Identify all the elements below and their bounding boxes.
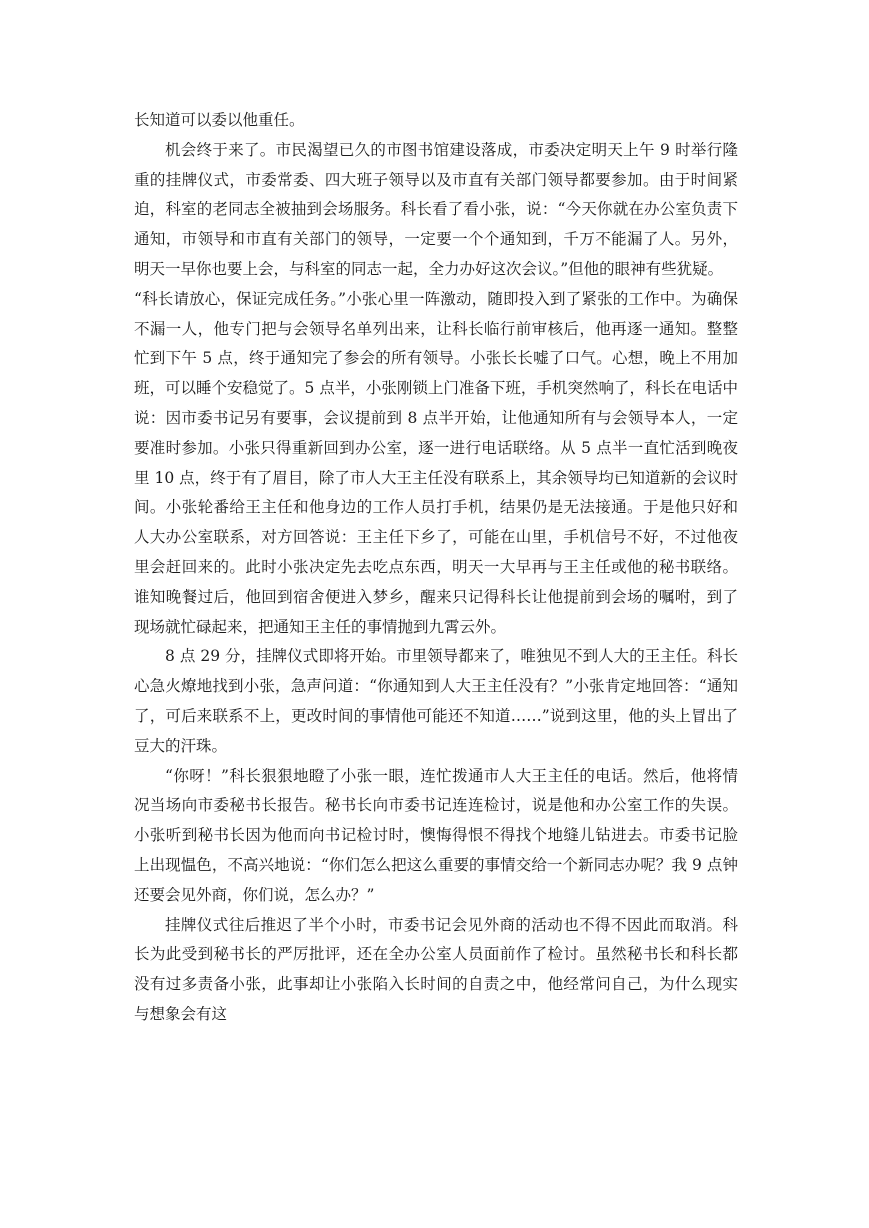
paragraph-notification-work: “科长请放心，保证完成任务。”小张心里一阵激动，随即投入到了紧张的工作中。为确保不漏一人，他专门把与会领导名单列出来，让科长临行前审核后，他再逐一通知。整整忙到下午 5 点，终于通知完了参会的所有领导。小张长长嘘了口气。心想，晚上不用加班，可以睡个安稳觉了。5 点半，小张刚锁上门准备下班，手机突然响了，科长在电话中说：因市委书记另有要事，会议提前到 8 点半开始，让他通知所有与会领导本人，一定要准时参加。小张只得重新回到办公室，逐一进行电话联络。从 5 点半一直忙活到晚夜里 10 点，终于有了眉目，除了市人大王主任没有联系上，其余领导均已知道新的会议时间。小张轮番给王主任和他身边的工作人员打手机，结果仍是无法接通。于是他只好和人大办公室联系，对方回答说：王主任下乡了，可能在山里，手机信号不好，不过他夜里会赶回来的。此时小张决定先去吃点东西，明天一大早再与王主任或他的秘书联络。谁知晚餐过后，他回到宿舍便进入梦乡，醒来只记得科长让他提前到会场的嘱咐，到了现场就忙碌起来，把通知王主任的事情抛到九霄云外。 (134, 289, 738, 636)
article-body (134, 106, 738, 1030)
paragraph-opportunity: 机会终于来了。市民渴望已久的市图书馆建设落成，市委决定明天上午 9 时举行隆重的挂牌仪式，市委常委、四大班子领导以及市直有关部门领导都要参加。由于时间紧迫，科室的老同志全被抽到会场服务。科长看了看小张，说：“今天你就在办公室负责下通知，市领导和市直有关部门的领导，一定要一个个通知到，千万不能漏了人。另外，明天一早你也要上会，与科室的同志一起，全力办好这次会议。”但他的眼神有些犹疑。 (134, 140, 738, 278)
paragraph-ceremony-start: 8 点 29 分，挂牌仪式即将开始。市里领导都来了，唯独见不到人大的王主任。科长心急火燎地找到小张，急声问道：“你通知到人大王主任没有？”小张肯定地回答：“通知了，可后来联系不上，更改时间的事情他可能还不知道……”说到这里，他的头上冒出了豆大的汗珠。 (134, 647, 738, 755)
paragraph-aftermath: 挂牌仪式往后推迟了半个小时，市委书记会见外商的活动也不得不因此而取消。科长为此受到秘书长的严厉批评，还在全办公室人员面前作了检讨。虽然秘书长和科长都没有过多责备小张，此事却让小张陷入长时间的自责之中，他经常问自己，为什么现实与想象会有这 (134, 915, 738, 1023)
paragraph-reprimand: “你呀！”科长狠狠地瞪了小张一眼，连忙拨通市人大王主任的电话。然后，他将情况当场向市委秘书长报告。秘书长向市委书记连连检讨，说是他和办公室工作的失误。小张听到秘书长因为他而向书记检讨时，懊悔得恨不得找个地缝儿钻进去。市委书记脸上出现愠色，不高兴地说：“你们怎么把这么重要的事情交给一个新同志办呢？我 9 点钟还要会见外商，你们说，怎么办？” (134, 766, 738, 904)
paragraph-continuation: 长知道可以委以他重任。 (134, 111, 305, 129)
